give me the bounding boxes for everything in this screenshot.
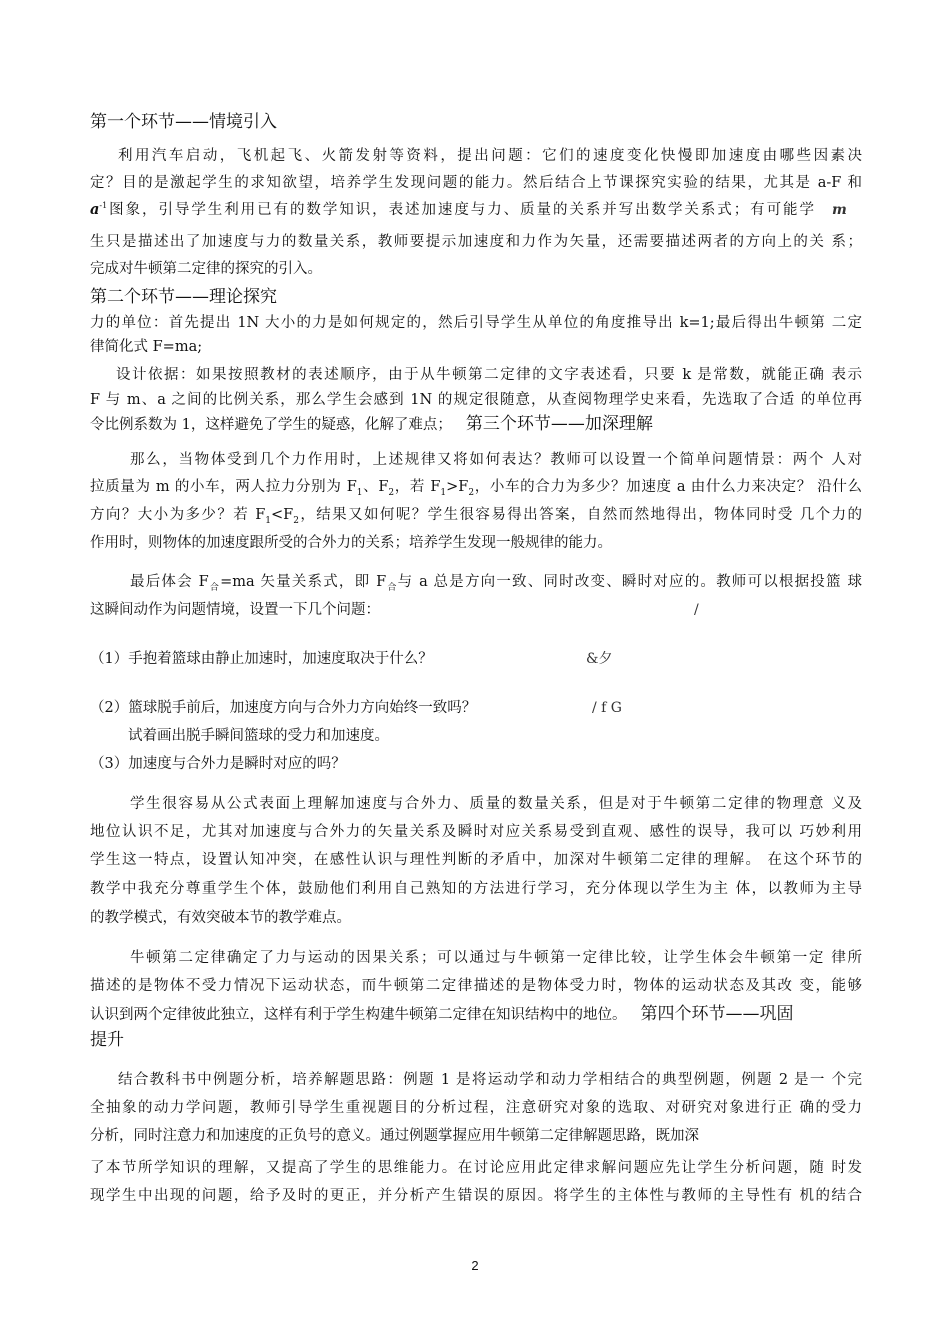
section2-heading: 第二个环节——理论探究 [90,287,277,307]
section3-p2-line-1 [130,571,862,593]
section3-p1-line-3 [90,504,862,526]
force-symbol: F [430,479,441,495]
section2-line-4: F 与 m、a 之间的比例关系，那么学生会感到 1N 的规定很随意，从查阅物理学史来看，先选取了合适 的单位再 [90,392,862,408]
section2-line-5-text: 令比例系数为 1，这样避免了学生的疑惑，化解了难点； [90,417,452,433]
section4-heading-cont: 提升 [90,1030,124,1050]
section1-line-4: 生只是描述出了加速度与力的数量关系，教师要提示加速度和力作为矢量，还需要描述两者的方向上的关 系； [90,234,862,250]
greater-than: > [446,479,459,495]
section1-heading: 第一个环节——情境引入 [90,112,277,132]
section2-line-1: 力的单位：首先提出 1N 大小的力是如何规定的，然后引导学生从单位的角度推导出 k=1;最后得出牛顿第 二定 [90,315,862,331]
p2-part-2: =ma 矢量关系式，即 F [220,574,387,590]
subscript-2: 2 [388,487,395,498]
question-1: （1）手抱着篮球由静止加速时，加速度取决于什么？ [90,651,433,667]
section3-p3-line-2: 地位认识不足，尤其对加速度与合外力的矢量关系及瞬时对应关系易受到直观、感性的误导，我可以 巧妙利用 [90,824,862,840]
question-2-note: 试着画出脱手瞬间篮球的受力和加速度。 [128,728,389,744]
section3-p3-line-4: 教学中我充分尊重学生个体，鼓励他们利用自己熟知的方法进行学习，充分体现以学生为主 体，以教师为主导 [90,881,862,897]
section3-p2-line-2: 这瞬间动作为问题情境，设置一下几个问题： [90,602,380,618]
formula-a: a [90,201,100,218]
section4-line-3: 分析，同时注意力和加速度的正负号的意义。通过例题掌握应用牛顿第二定律解题思路，既加深 [90,1128,699,1144]
separator: 、 [362,479,379,495]
p1-line2-start: 拉质量为 m 的小车，两人拉力分别为 [90,479,347,495]
subscript-1: 1 [356,487,363,498]
subscript-2: 2 [468,487,475,498]
section3-p3-line-3: 学生这一特点，设置认知冲突，在感性认识与理性判断的矛盾中，加深对牛顿第二定律的理解。 在这个环节的 [90,852,862,868]
subscript-1: 1 [265,515,271,526]
force-symbol: F [283,507,294,523]
italic-m: m [832,202,847,218]
section2-line-2: 律简化式 F=ma; [90,339,203,355]
section3-p3-line-5: 的教学模式，有效突破本节的教学难点。 [90,910,351,926]
section3-p1-line-2 [90,476,862,498]
section1-line-5: 完成对牛顿第二定律的探究的引入。 [90,261,322,277]
formula-sup: -1 [99,201,108,211]
section3-p1-line-4: 作用时，则物体的加速度跟所受的合外力的关系；培养学生发现一般规律的能力。 [90,535,612,551]
p1-line3-tail: ，结果又如何呢？学生很容易得出答案，自然而然地得出，物体同时受 几个力的 [298,507,863,523]
section3-p3-line-1: 学生很容易从公式表面上理解加速度与合外力、质量的数量关系，但是对于牛顿第二定律的物理意 义及 [130,796,862,812]
p2-part-1: 最后体会 F [130,574,209,590]
section3-heading: 第三个环节——加深理解 [465,414,653,434]
scribble-mark-3: / f G [592,700,622,716]
force-symbol: F [255,507,266,523]
section2-line-3: 设计依据：如果按照教材的表述顺序，由于从牛顿第二定律的文字表述看，只要 k 是常数，就能正确 表示 [116,367,862,383]
section1-line-2: 定？目的是激起学生的求知欲望，培养学生发现问题的能力。然后结合上节课探究实验的结果，尤其是 a-F 和 [90,175,862,191]
scribble-mark-1: / [694,602,699,618]
section4-line-5: 现学生中出现的问题，给予及时的更正，并分析产生错误的原因。将学生的主体性与教师的主导性有 机的结合 [90,1188,862,1204]
question-2: （2）篮球脱手前后，加速度方向与合外力方向始终一致吗？ [90,700,477,716]
p1-line2-mid: ，若 [394,479,431,495]
force-symbol: F [346,479,357,495]
section3-p4-line-2: 描述的是物体不受力情况下运动状态，而牛顿第二定律描述的是物体受力时，物体的运动状态及其改 变，能够 [90,978,862,994]
section4-line-2: 全抽象的动力学问题，教师引导学生重视题目的分析过程，注意研究对象的选取、对研究对象进行正 确的受力 [90,1100,862,1116]
section2-line-5 [90,413,862,436]
less-than: < [270,507,284,523]
section4-line-1: 结合教科书中例题分析，培养解题思路：例题 1 是将运动学和动力学相结合的典型例题，例题 2 是一 个完 [118,1072,862,1088]
section4-heading: 第四个环节——巩固 [640,1004,794,1024]
force-symbol: F [378,479,389,495]
subscript-1: 1 [440,487,447,498]
section1-line-3-text: 图象，引导学生利用已有的数学知识，表述加速度与力、质量的关系并写出数学关系式；有可能学 [107,202,814,218]
section3-p1-line-1: 那么，当物体受到几个力作用时，上述规律又将如何表达？教师可以设置一个简单问题情景：两个 人对 [130,452,862,468]
p4-line3-text: 认识到两个定律彼此独立，这样有利于学生构建牛顿第二定律在知识结构中的地位。 [90,1007,627,1023]
subscript-he: 合 [208,582,221,593]
p1-line3-start: 方向？大小为多少？若 [90,507,256,523]
subscript-he: 合 [386,582,398,593]
section4-line-4: 了本节所学知识的理解，又提高了学生的思维能力。在讨论应用此定律求解问题应先让学生分析问题，随 时发 [90,1160,862,1176]
p2-part-3: 与 a 总是方向一致、同时改变、瞬时对应的。教师可以根据投篮 球 [397,574,862,590]
page-number: 2 [471,1258,479,1273]
section1-line-3 [90,199,814,221]
p1-line2-tail: ，小车的合力为多少？加速度 a 由什么力来决定？ 沿什么 [474,479,862,495]
subscript-2: 2 [293,515,299,526]
scribble-mark-2: &夕 [586,651,613,667]
question-3: （3）加速度与合外力是瞬时对应的吗？ [90,756,346,772]
force-symbol: F [458,479,469,495]
section3-p4-line-1: 牛顿第二定律确定了力与运动的因果关系；可以通过与牛顿第一定律比较，让学生体会牛顿第一定 律所 [130,950,862,966]
section3-p4-line-3 [90,1003,862,1026]
section1-line-1: 利用汽车启动，飞机起飞、火箭发射等资料，提出问题：它们的速度变化快慢即加速度由哪些因素决 [118,148,862,164]
